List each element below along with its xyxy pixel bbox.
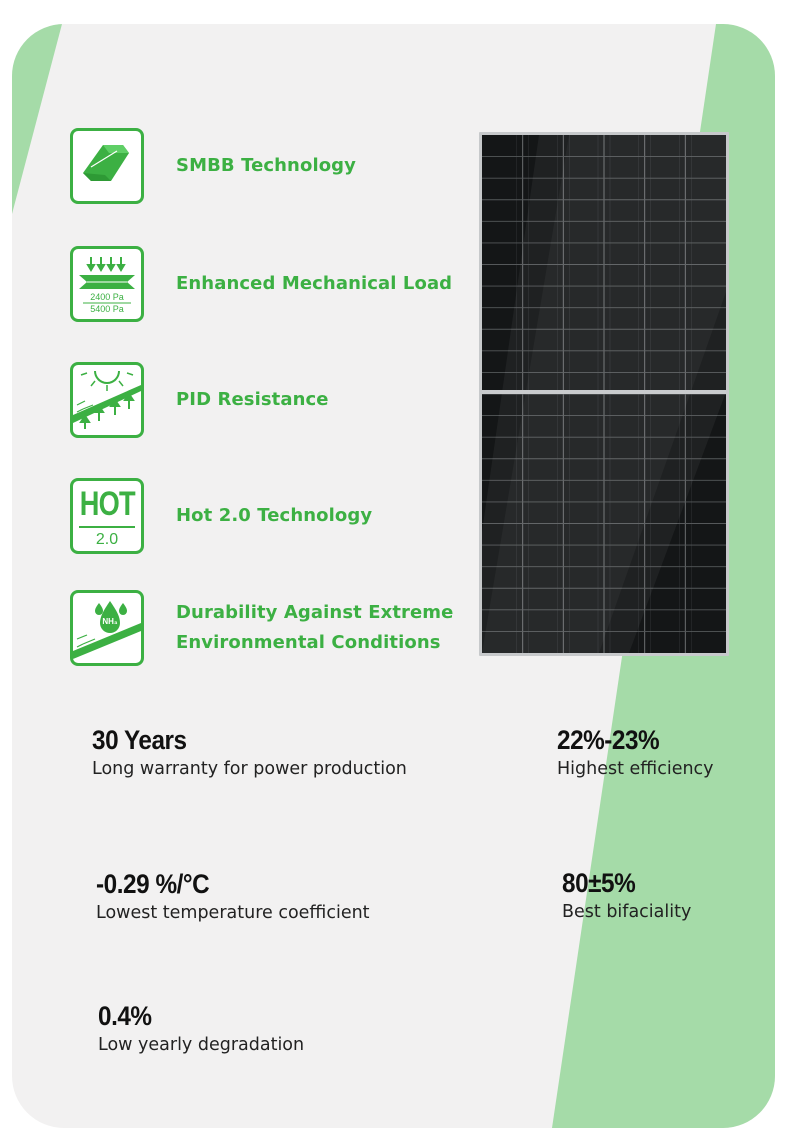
smbb-ribbon-icon bbox=[70, 128, 144, 204]
stat-temperature bbox=[96, 868, 370, 925]
stat-value: 30 Years bbox=[92, 725, 187, 755]
feature-label: Hot 2.0 Technology bbox=[176, 505, 373, 526]
stat-value: 0.4% bbox=[98, 1001, 152, 1031]
stat-description: Long warranty for power production bbox=[92, 759, 407, 779]
stat-value: 80±5% bbox=[562, 868, 636, 898]
feature-hot bbox=[70, 478, 372, 554]
feature-smbb bbox=[70, 128, 356, 204]
solar-panel-image bbox=[479, 132, 729, 656]
stat-description: Low yearly degradation bbox=[98, 1035, 305, 1055]
feature-label bbox=[176, 598, 453, 658]
stat-description: Highest efficiency bbox=[557, 759, 714, 779]
stat-value: 22%-23% bbox=[557, 725, 660, 755]
feature-label-line2: Environmental Conditions bbox=[176, 632, 441, 653]
stat-warranty bbox=[92, 724, 407, 781]
load-value-2: 5400 Pa bbox=[90, 304, 124, 314]
pid-resistance-icon bbox=[70, 362, 144, 438]
feature-durability bbox=[70, 590, 453, 666]
nh3-text: NH₃ bbox=[102, 617, 118, 626]
stat-efficiency bbox=[557, 724, 714, 781]
mechanical-load-icon bbox=[70, 246, 144, 322]
durability-droplet-icon bbox=[70, 590, 144, 666]
feature-mechanical-load bbox=[70, 246, 452, 322]
stat-description: Lowest temperature coefficient bbox=[96, 903, 370, 923]
stat-value: -0.29 %/°C bbox=[96, 869, 210, 899]
feature-pid bbox=[70, 362, 329, 438]
stat-degradation bbox=[98, 1000, 304, 1057]
feature-label: PID Resistance bbox=[176, 389, 329, 410]
feature-label: SMBB Technology bbox=[176, 155, 356, 176]
product-card bbox=[12, 24, 775, 1128]
load-value-1: 2400 Pa bbox=[90, 292, 124, 302]
stat-description: Best bifaciality bbox=[562, 902, 692, 922]
hot-version-text: 2.0 bbox=[95, 531, 119, 548]
feature-label: Enhanced Mechanical Load bbox=[176, 273, 453, 294]
hot-text: HOT bbox=[79, 485, 135, 523]
hot-technology-icon bbox=[70, 478, 144, 554]
feature-label-line1: Durability Against Extreme bbox=[176, 602, 454, 623]
stat-bifaciality bbox=[562, 867, 691, 924]
